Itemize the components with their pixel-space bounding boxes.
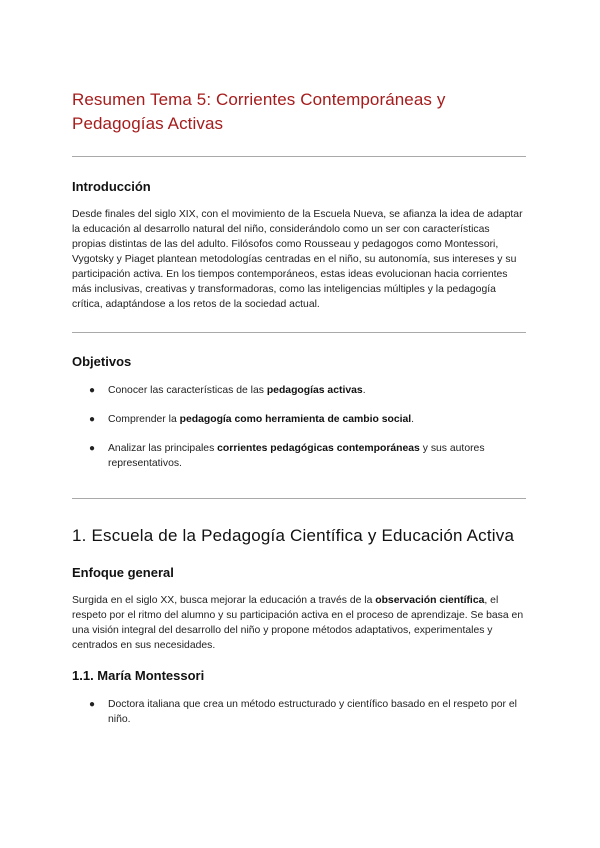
intro-paragraph: Desde finales del siglo XIX, con el movimiento de la Escuela Nueva, se afianza la idea de adaptar la educación al desarrollo natural del niño, considerándolo como un ser con características propias distintas de las del adulto. Filósofos como Rousseau y pedagogos como Montessori, Vygotsky y Piaget plantean metodologías centradas en el niño, su autonomía, sus intereses y su participación activa. En los tiempos contemporáneos, estas ideas evolucionan hacia corrientes más inclusivas, creativas y transformadoras, como las inteligencias múltiples y la pedagogía crítica, adaptándose a los retos de la sociedad actual.	[72, 209, 523, 310]
objetivos-list	[72, 383, 526, 471]
enfoque-paragraph	[72, 593, 526, 653]
bullet-icon: ●	[89, 414, 96, 425]
document-title: Resumen Tema 5: Corrientes Contemporáneas y Pedagogías Activas	[72, 90, 446, 133]
list-item-text: Analizar las principales	[108, 443, 218, 454]
montessori-list	[72, 697, 526, 727]
list-item-text: Doctora italiana que crea un método estructurado y científico basado en el respeto por el niño.	[108, 699, 517, 725]
paragraph-text: , el respeto por el ritmo del alumno y su participación activa en el proceso de aprendizaje. Se basa en una visión integral del desarrollo del niño y propone métodos adaptativos, experimentales y centrados en sus necesidades.	[72, 595, 524, 651]
list-item-emphasis: pedagogía como herramienta de cambio social	[179, 414, 412, 425]
list-item	[72, 383, 526, 398]
objetivos-heading: Objetivos	[72, 354, 132, 369]
paragraph-emphasis: observación científica	[375, 595, 485, 606]
list-item	[72, 412, 526, 427]
list-item-text: .	[411, 414, 415, 425]
enfoque-heading: Enfoque general	[72, 565, 174, 580]
intro-heading: Introducción	[72, 179, 151, 194]
paragraph-text: Surgida en el siglo XX, busca mejorar la educación a través de la	[72, 595, 376, 606]
montessori-heading: 1.1. María Montessori	[72, 668, 205, 683]
list-item-emphasis: pedagogías activas	[266, 385, 363, 396]
list-item	[72, 697, 526, 727]
list-item-text: Comprender la	[108, 414, 180, 425]
section1-heading: 1. Escuela de la Pedagogía Científica y Educación Activa	[72, 526, 515, 545]
list-item-text: Conocer las características de las	[108, 385, 267, 396]
list-item-emphasis: corrientes pedagógicas contemporáneas	[217, 443, 420, 454]
bullet-icon: ●	[89, 385, 96, 396]
bullet-icon: ●	[89, 699, 96, 710]
list-item-text: .	[362, 385, 366, 396]
bullet-icon: ●	[89, 443, 96, 454]
list-item-text: y sus autores representativos.	[108, 443, 485, 469]
document-content	[72, 88, 526, 727]
list-item	[72, 441, 526, 471]
